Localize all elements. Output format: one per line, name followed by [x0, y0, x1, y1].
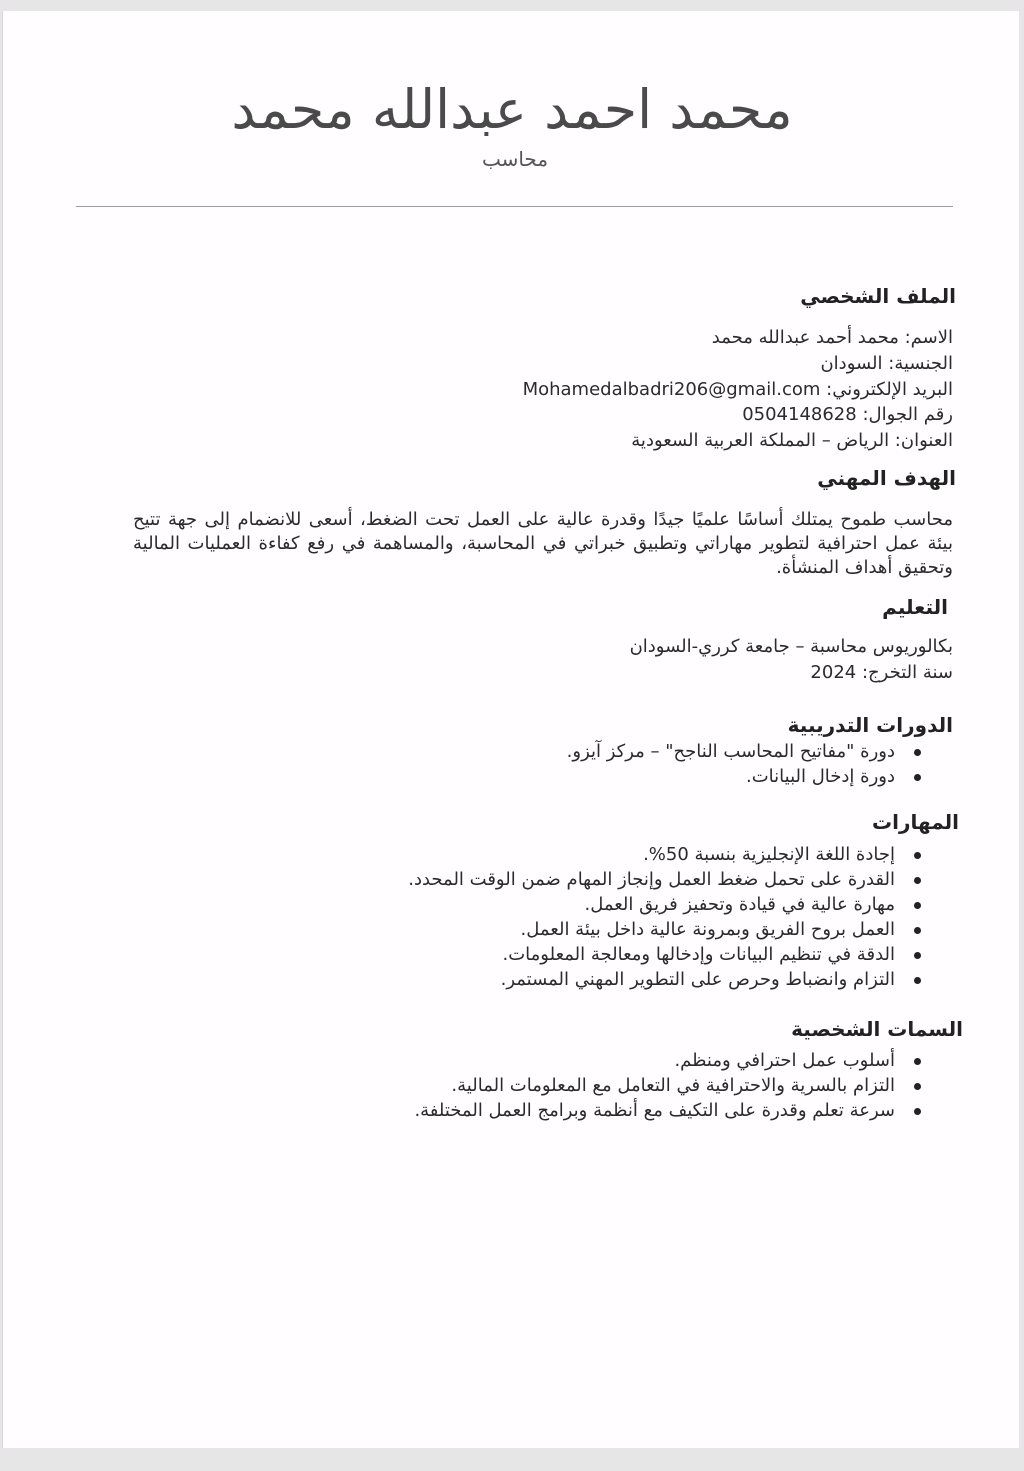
objective-section-title: الهدف المهني: [817, 466, 956, 490]
education-section-title: التعليم: [882, 595, 948, 619]
skills-section-title: المهارات: [872, 810, 959, 834]
profile-section-title: الملف الشخصي: [800, 284, 956, 308]
education-degree-line: بكالوريوس محاسبة – جامعة كرري-السودان: [629, 636, 953, 657]
course-item: دورة "مفاتيح المحاسب الناجح" – مركز آيزو.: [567, 739, 921, 764]
profile-email-value: Mohamedalbadri206@gmail.com: [522, 379, 821, 400]
skill-item: العمل بروح الفريق وبمرونة عالية داخل بيئة العمل.: [408, 917, 921, 942]
profile-email-label: البريد الإلكتروني:: [826, 379, 953, 400]
profile-email-line: [523, 379, 953, 401]
courses-list: [567, 739, 921, 789]
profile-address-line: العنوان: الرياض – المملكة العربية السعودية: [631, 430, 953, 451]
traits-section-title: السمات الشخصية: [791, 1017, 963, 1041]
skill-item: إجادة اللغة الإنجليزية بنسبة 50%.: [408, 842, 921, 867]
skill-item: مهارة عالية في قيادة وتحفيز فريق العمل.: [408, 892, 921, 917]
skill-item: القدرة على تحمل ضغط العمل وإنجاز المهام ضمن الوقت المحدد.: [408, 867, 921, 892]
traits-list: [414, 1048, 921, 1123]
skill-item: التزام وانضباط وحرص على التطوير المهني المستمر.: [408, 967, 921, 992]
trait-item: سرعة تعلم وقدرة على التكيف مع أنظمة وبرامج العمل المختلفة.: [414, 1098, 921, 1123]
education-graduation-line: سنة التخرج: 2024: [810, 662, 953, 683]
skills-list: [408, 842, 921, 992]
header-divider: [76, 206, 953, 207]
profile-name-line: الاسم: محمد أحمد عبدالله محمد: [711, 327, 953, 348]
trait-item: التزام بالسرية والاحترافية في التعامل مع المعلومات المالية.: [414, 1073, 921, 1098]
profile-phone-line: رقم الجوال: 0504148628: [742, 404, 953, 425]
full-name: محمد احمد عبدالله محمد: [231, 78, 793, 141]
skill-item: الدقة في تنظيم البيانات وإدخالها ومعالجة المعلومات.: [408, 942, 921, 967]
profile-nationality-line: الجنسية: السودان: [820, 353, 953, 374]
trait-item: أسلوب عمل احترافي ومنظم.: [414, 1048, 921, 1073]
objective-paragraph: محاسب طموح يمتلك أساسًا علميًا جيدًا وقدرة عالية على العمل تحت الضغط، أسعى للانضمام إلى جهة تتيح بيئة عمل احترافية لتطوير مهاراتي وتطبيق خبراتي في المحاسبة، والمساهمة في رفع كفاءة العمليات المالية وتحقيق أهداف المنشأة.: [133, 509, 953, 578]
job-title: محاسب: [481, 147, 549, 171]
course-item: دورة إدخال البيانات.: [567, 764, 921, 789]
courses-section-title: الدورات التدريبية: [787, 713, 953, 737]
